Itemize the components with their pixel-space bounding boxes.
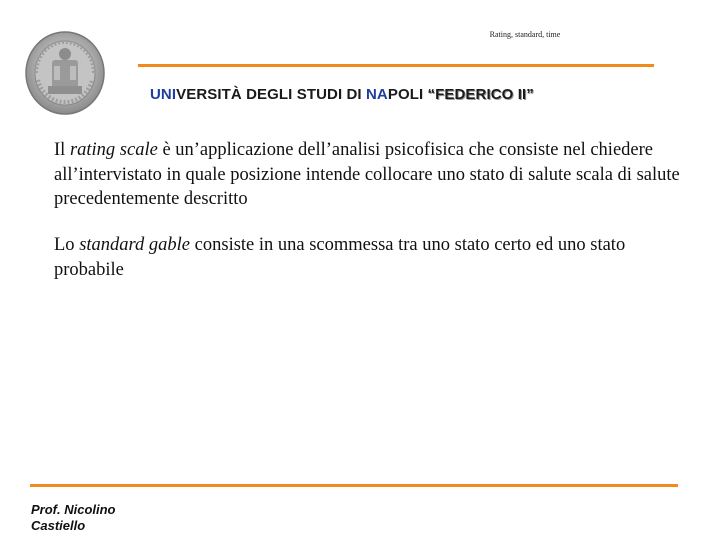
top-divider bbox=[138, 64, 654, 67]
p1-lead: Il bbox=[54, 140, 70, 160]
p2-term: standard gable bbox=[79, 235, 191, 255]
title-part-uni: UNI bbox=[150, 86, 177, 103]
author-credit bbox=[31, 502, 151, 534]
bottom-divider bbox=[30, 484, 678, 487]
title-part-na: NA bbox=[365, 86, 388, 103]
title-part-poli: POLI bbox=[387, 86, 428, 103]
title-part-federico: “FEDERICO II” bbox=[427, 86, 534, 103]
paragraph-rating-scale bbox=[54, 138, 694, 212]
p1-rest: è un’applicazione dell’analisi psicofisica che consiste nel chiedere all’intervistato in quale posizione intende collocare uno stato di salute scala di salute precedentemente descritto bbox=[54, 140, 680, 209]
p2-lead: Lo bbox=[54, 235, 80, 255]
author-line-1: Prof. Nicolino bbox=[31, 502, 116, 517]
p2-rest: consiste in una scommessa tra uno stato certo ed uno stato probabile bbox=[54, 235, 626, 280]
paragraph-standard-gable bbox=[54, 233, 694, 282]
university-seal-logo bbox=[24, 30, 106, 116]
p1-term: rating scale bbox=[69, 140, 158, 160]
slide-label: Rating, standard, time bbox=[489, 30, 561, 39]
university-title bbox=[150, 86, 534, 103]
author-line-2: Castiello bbox=[31, 518, 86, 533]
title-part-versita: VERSITÀ DEGLI STUDI DI bbox=[176, 86, 366, 103]
